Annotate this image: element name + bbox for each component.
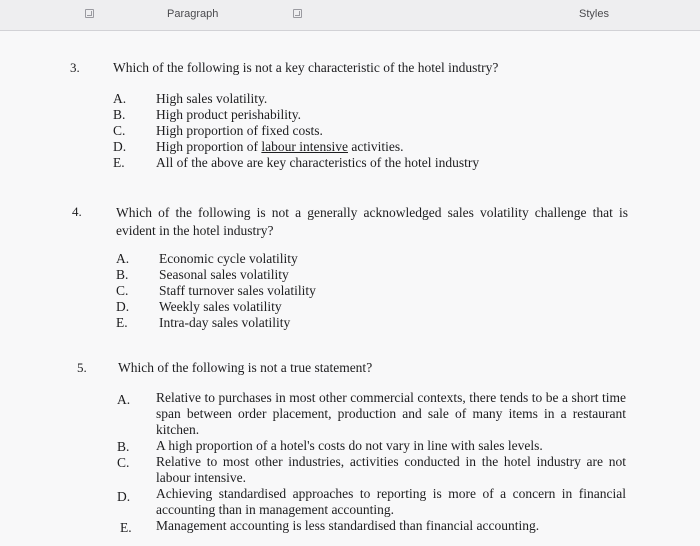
option-letter: A. xyxy=(113,91,127,106)
option-letter: D. xyxy=(116,299,130,314)
question-text: Which of the following is not a true statement? xyxy=(118,360,373,375)
option-letter: C. xyxy=(116,283,129,298)
option-letter: B. xyxy=(117,439,130,454)
question-text: Which of the following is not a key characteristic of the hotel industry? xyxy=(113,60,499,75)
option-text: Economic cycle volatility xyxy=(159,251,298,266)
option-letter: A. xyxy=(117,392,131,407)
option-letter: C. xyxy=(117,455,130,470)
option-text xyxy=(156,139,403,155)
document-page[interactable] xyxy=(0,31,700,546)
option-letter: D. xyxy=(117,489,131,504)
font-dialog-launcher-icon[interactable] xyxy=(85,9,94,18)
option-letter: E. xyxy=(120,520,132,535)
question-number: 4. xyxy=(72,204,82,219)
ribbon-group-styles-label: Styles xyxy=(579,8,609,20)
question-text: Which of the following is not a generally acknowledged sales volatility challenge that is evident in the hotel industry? xyxy=(116,205,628,238)
option-letter: C. xyxy=(113,123,126,138)
option-text: High proportion of fixed costs. xyxy=(156,123,323,138)
option-letter: B. xyxy=(113,107,126,122)
option-text: Intra-day sales volatility xyxy=(159,315,291,330)
option-text: Achieving standardised approaches to reporting is more of a concern in financial accounting than in management accounting. xyxy=(156,486,626,517)
paragraph-dialog-launcher-icon[interactable] xyxy=(293,9,302,18)
option-text: High sales volatility. xyxy=(156,91,268,106)
option-text: Weekly sales volatility xyxy=(159,299,282,314)
option-text: A high proportion of a hotel's costs do not vary in line with sales levels. xyxy=(156,438,543,453)
option-text-before: High proportion of xyxy=(156,139,262,154)
option-text: Seasonal sales volatility xyxy=(159,267,289,282)
option-text: Relative to most other industries, activities conducted in the hotel industry are not labour intensive. xyxy=(156,454,626,485)
option-text-underlined: labour intensive xyxy=(261,139,348,154)
ribbon-group-bar xyxy=(0,0,700,31)
option-letter: E. xyxy=(116,315,128,330)
option-letter: D. xyxy=(113,139,127,154)
ribbon-group-paragraph-label: Paragraph xyxy=(167,8,219,20)
option-text: Relative to purchases in most other commercial contexts, there tends to be a short time span between order placement, production and sale of many items in a restaurant kitchen. xyxy=(156,390,626,437)
option-text: All of the above are key characteristics of the hotel industry xyxy=(156,155,480,170)
option-text: Staff turnover sales volatility xyxy=(159,283,316,298)
question-number: 5. xyxy=(77,360,87,375)
option-letter: B. xyxy=(116,267,129,282)
option-letter: E. xyxy=(113,155,125,170)
option-text: Management accounting is less standardised than financial accounting. xyxy=(156,518,540,533)
option-text: High product perishability. xyxy=(156,107,301,122)
question-number: 3. xyxy=(70,60,80,75)
option-letter: A. xyxy=(116,251,130,266)
option-text-after: activities. xyxy=(347,139,404,154)
